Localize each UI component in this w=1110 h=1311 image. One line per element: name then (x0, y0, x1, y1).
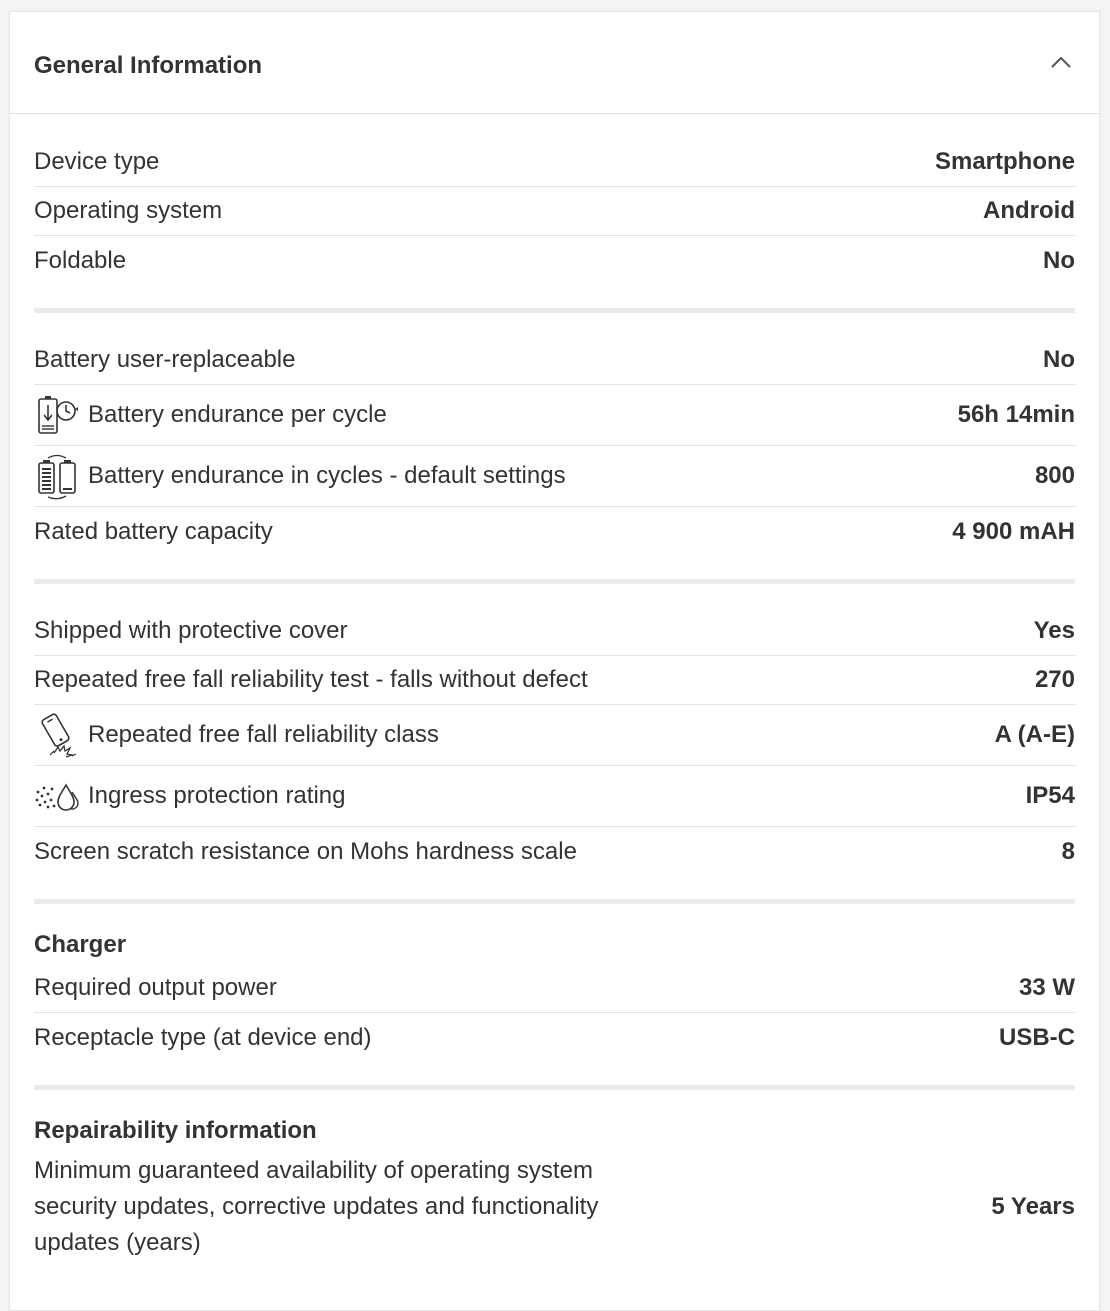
battery-group (34, 336, 1075, 556)
section-separator (34, 899, 1075, 904)
spec-row-battery-replaceable (34, 336, 1075, 385)
durability-group (34, 607, 1075, 876)
spec-row-operating-system (34, 187, 1075, 236)
spec-value: Android (983, 197, 1075, 224)
spec-row-free-fall-class (34, 705, 1075, 766)
spec-label: Repeated free fall reliability test - falls without defect (34, 666, 588, 693)
spec-value: Smartphone (934, 148, 1075, 175)
repairability-title: Repairability information (34, 1117, 317, 1144)
spec-value: 33 W (1018, 974, 1075, 1001)
general-information-panel (9, 11, 1100, 1311)
spec-label: Repeated free fall reliability class (88, 721, 439, 748)
spec-label: Battery user-replaceable (34, 346, 296, 373)
spec-label: Minimum guaranteed availability of operating system security updates, corrective updates and functionality updates (years) (34, 1157, 599, 1256)
general-group (34, 114, 1075, 285)
spec-value: No (1043, 246, 1075, 274)
spec-value: 800 (1034, 462, 1075, 489)
chevron-up-icon[interactable] (1047, 50, 1075, 74)
spec-label: Required output power (34, 974, 277, 1001)
spec-value: USB-C (999, 1023, 1075, 1051)
spec-row-battery-endurance-cycles (34, 446, 1075, 507)
spec-row-receptacle-type (34, 1013, 1075, 1062)
spec-label: Rated battery capacity (34, 517, 273, 545)
spec-value: 8 (1061, 837, 1075, 865)
spec-row-security-updates (34, 1150, 1075, 1264)
panel-title: General Information (34, 52, 263, 79)
panel-header[interactable] (10, 12, 1099, 114)
spec-row-output-power (34, 964, 1075, 1013)
spec-label: Operating system (34, 197, 223, 224)
battery-clock-icon (34, 391, 82, 439)
spec-value: IP54 (1025, 782, 1075, 809)
spec-row-protective-cover (34, 607, 1075, 656)
spec-row-free-fall-test (34, 656, 1075, 705)
spec-label: Device type (34, 148, 160, 175)
section-separator (34, 579, 1075, 584)
spec-label: Shipped with protective cover (34, 617, 348, 644)
charger-title: Charger (34, 931, 127, 958)
spec-value: 270 (1034, 666, 1075, 693)
section-separator (34, 1085, 1075, 1090)
dust-water-icon (34, 772, 82, 820)
spec-row-battery-endurance-cycle (34, 385, 1075, 446)
spec-label: Screen scratch resistance on Mohs hardness scale (34, 837, 577, 865)
phone-drop-icon (34, 711, 82, 759)
spec-row-scratch-resistance (34, 827, 1075, 876)
spec-row-foldable (34, 236, 1075, 285)
battery-cycles-icon (34, 452, 82, 500)
spec-label: Receptacle type (at device end) (34, 1023, 372, 1051)
section-separator (34, 308, 1075, 313)
charger-group (34, 926, 1075, 1062)
spec-value: No (1043, 346, 1075, 373)
spec-value: 5 Years (991, 1193, 1075, 1220)
spec-row-device-type (34, 138, 1075, 187)
spec-label: Battery endurance per cycle (88, 401, 387, 428)
spec-value: 4 900 mAH (952, 517, 1075, 545)
spec-row-battery-capacity (34, 507, 1075, 556)
spec-row-ingress-protection (34, 766, 1075, 827)
spec-label: Foldable (34, 246, 127, 274)
spec-value: Yes (1033, 617, 1075, 644)
spec-label: Battery endurance in cycles - default settings (88, 462, 566, 489)
spec-label: Ingress protection rating (88, 782, 346, 809)
repairability-group (34, 1112, 1075, 1264)
spec-value: A (A-E) (994, 721, 1075, 748)
spec-value: 56h 14min (957, 401, 1075, 428)
